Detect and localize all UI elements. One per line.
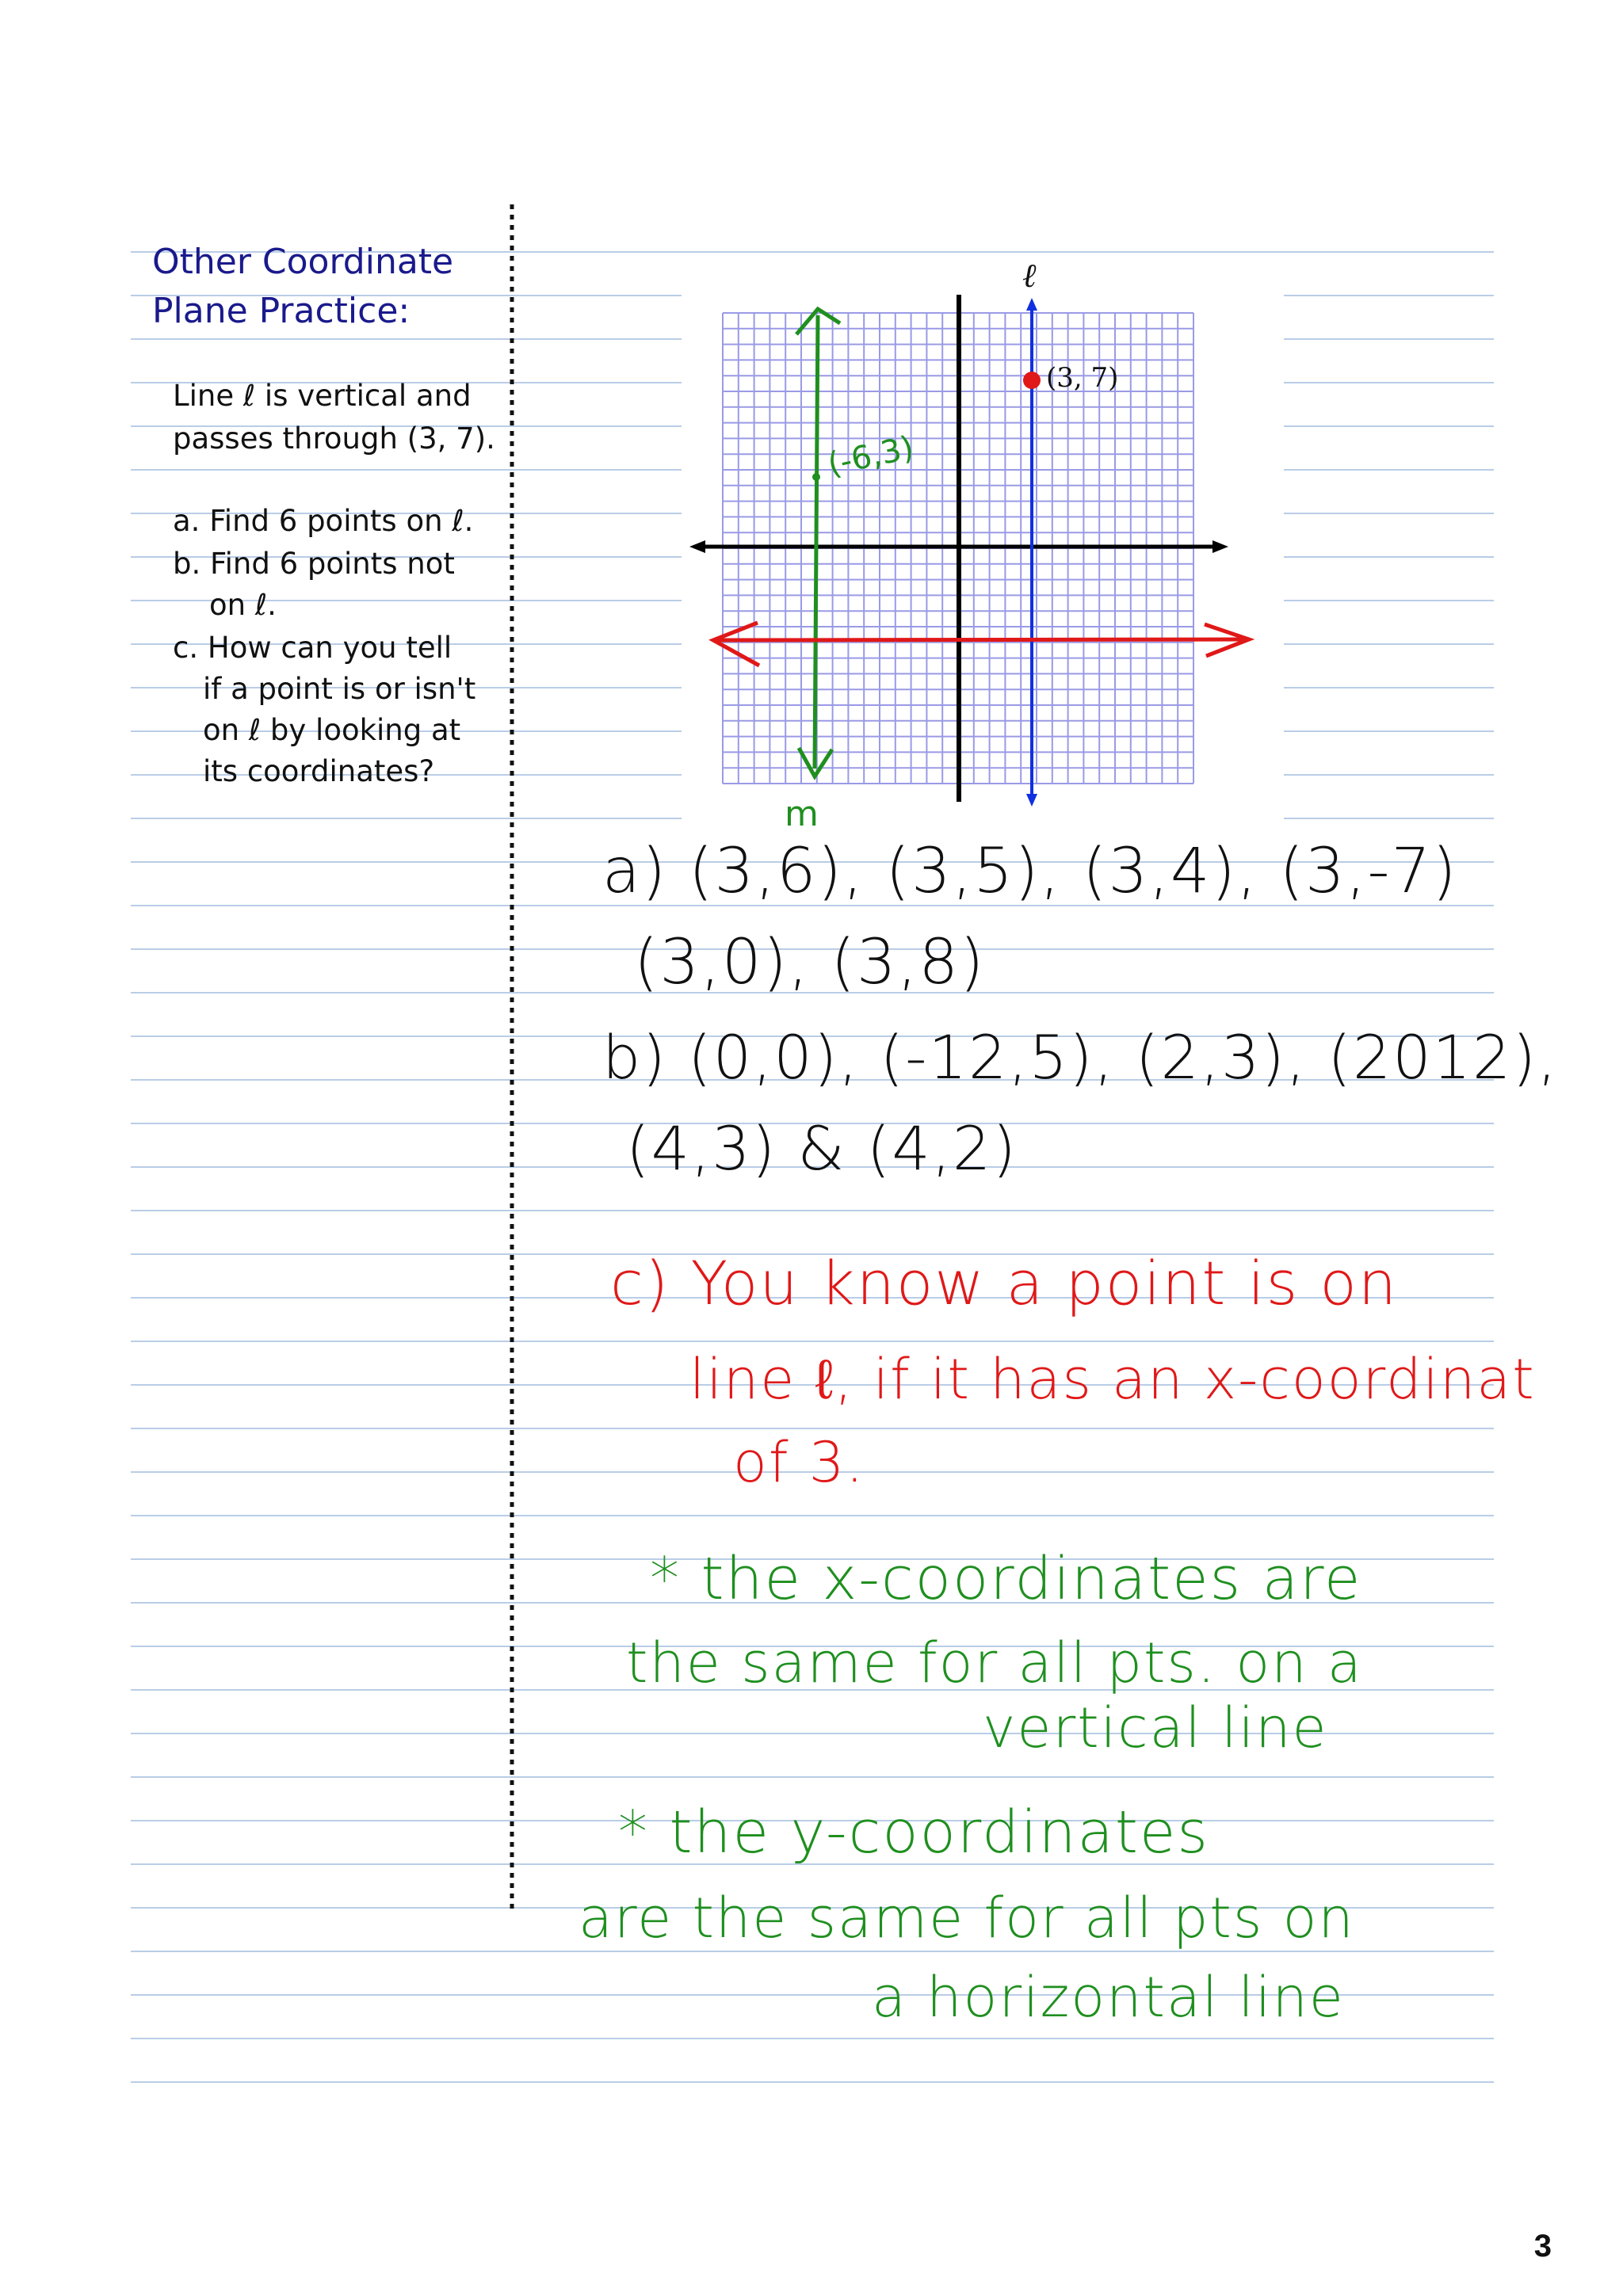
- note1-line3: vertical line: [983, 1695, 1328, 1760]
- note2-line2: are the same for all pts on: [579, 1886, 1355, 1951]
- coordinate-graph: [682, 254, 1284, 840]
- answer-c-line3: of 3.: [733, 1430, 865, 1495]
- prompt-b-1: b. Find 6 points not: [173, 547, 455, 581]
- prompt-intro-1: Line ℓ is vertical and: [173, 379, 472, 413]
- note1-line1: * the x-coordinates are: [650, 1545, 1362, 1613]
- prompt-c-4: its coordinates?: [203, 754, 435, 788]
- prompt-a: a. Find 6 points on ℓ.: [173, 504, 474, 538]
- answer-c-line2: line ℓ, if it has an x-coordinat: [689, 1347, 1536, 1412]
- prompt-c-2: if a point is or isn't: [203, 672, 476, 706]
- heading-line-1: Other Coordinate: [152, 242, 454, 282]
- point-3-7: [1023, 372, 1041, 389]
- line-l-label: ℓ: [1022, 256, 1037, 295]
- line-m-label: m: [785, 794, 819, 834]
- answer-c-line1: c) You know a point is on: [610, 1248, 1398, 1318]
- point-m: [812, 473, 820, 481]
- answer-b-line2: (4,3) & (4,2): [626, 1113, 1018, 1184]
- point-3-7-label: (3, 7): [1046, 362, 1119, 394]
- prompt-b-2: on ℓ.: [209, 588, 277, 622]
- answer-a-line1: a) (3,6), (3,5), (3,4), (3,-7): [602, 836, 1458, 907]
- horizontal-line: [715, 639, 1246, 640]
- heading-line-2: Plane Practice:: [152, 291, 411, 331]
- note2-line1: * the y-coordinates: [618, 1798, 1209, 1867]
- page-number: 3: [1533, 2229, 1552, 2264]
- note1-line2: the same for all pts. on a: [626, 1630, 1363, 1695]
- prompt-c-1: c. How can you tell: [173, 631, 453, 665]
- answer-b-line1: b) (0,0), (-12,5), (2,3), (2012),: [602, 1022, 1559, 1093]
- point-m-label: (-6,3): [824, 429, 917, 483]
- note2-line3: a horizontal line: [872, 1965, 1345, 2030]
- page-heading: [152, 238, 485, 336]
- prompt-c-3: on ℓ by looking at: [203, 713, 461, 747]
- prompt-intro-2: passes through (3, 7).: [173, 421, 495, 456]
- answer-a-line2: (3,0), (3,8): [634, 927, 986, 998]
